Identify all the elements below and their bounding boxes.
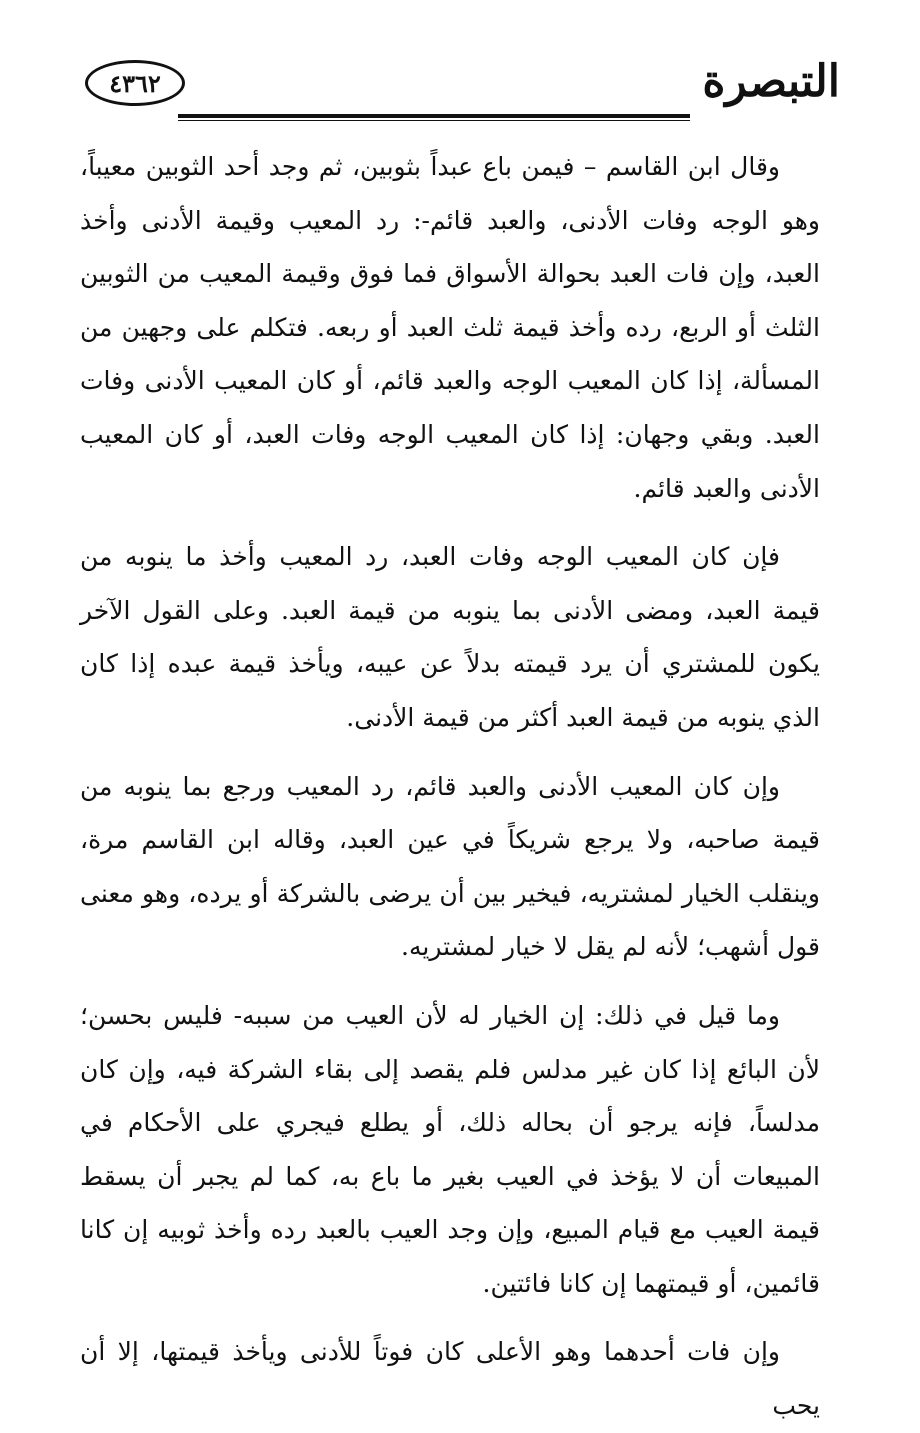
paragraph: وإن فات أحدهما وهو الأعلى كان فوتاً للأدنى ويأخذ قيمتها، إلا أن يحب xyxy=(80,1337,820,1421)
running-title: التبصرة xyxy=(702,56,840,107)
paragraph: وما قيل في ذلك: إن الخيار له لأن العيب من سببه- فليس بحسن؛ لأن البائع إذا كان غير مدلس فلم يقصد إلى بقاء الشركة فيه، وإن كان مدلساً، فإنه يرجو أن بحاله ذلك، أو يطلع فيجري على الأحكام في المبيعات أن لا يؤخذ في العيب بغير ما باع به، كما لم يجبر أن يسقط قيمة العيب مع قيام المبيع، وإن وجد العيب بالعبد رده وأخذ ثوبيه إن كانا قائمين، أو قيمتهما إن كانا فائتين. xyxy=(80,1000,820,1298)
page-number: ٤٣٦٢ xyxy=(109,68,161,98)
body-text xyxy=(80,140,820,1433)
page-header xyxy=(70,52,840,124)
paragraph: فإن كان المعيب الوجه وفات العبد، رد المعيب وأخذ ما ينوبه من قيمة العبد، ومضى الأدنى بما ينوبه من قيمة العبد. وعلى القول الآخر يكون للمشتري أن يرد قيمته بدلاً عن عيبه، ويأخذ قيمة عبده إذا كان الذي ينوبه من قيمة العبد أكثر من قيمة الأدنى. xyxy=(80,542,820,732)
page-number-badge xyxy=(85,60,185,106)
header-rule-thin xyxy=(178,120,690,121)
header-rule xyxy=(178,114,690,118)
paragraph: وقال ابن القاسم – فيمن باع عبداً بثوبين، ثم وجد أحد الثوبين معيباً، وهو الوجه وفات الأدنى، والعبد قائم-: رد المعيب وقيمة الأدنى وأخذ العبد، وإن فات العبد بحوالة الأسواق فما فوق وقيمة المعيب من الثوبين الثلث أو الربع، رده وأخذ قيمة ثلث العبد أو ربعه. فتكلم على وجهين من المسألة، إذا كان المعيب الوجه والعبد قائم، أو كان المعيب الأدنى وفات العبد. وبقي وجهان: إذا كان المعيب الوجه وفات العبد، أو كان المعيب الأدنى والعبد قائم. xyxy=(80,152,820,503)
paragraph: وإن كان المعيب الأدنى والعبد قائم، رد المعيب ورجع بما ينوبه من قيمة صاحبه، ولا يرجع شريكاً في عين العبد، وقاله ابن القاسم مرة، وينقلب الخيار لمشتريه، فيخير بين أن يرضى بالشركة أو يرده، وهو معنى قول أشهب؛ لأنه لم يقل لا خيار لمشتريه. xyxy=(80,771,820,962)
